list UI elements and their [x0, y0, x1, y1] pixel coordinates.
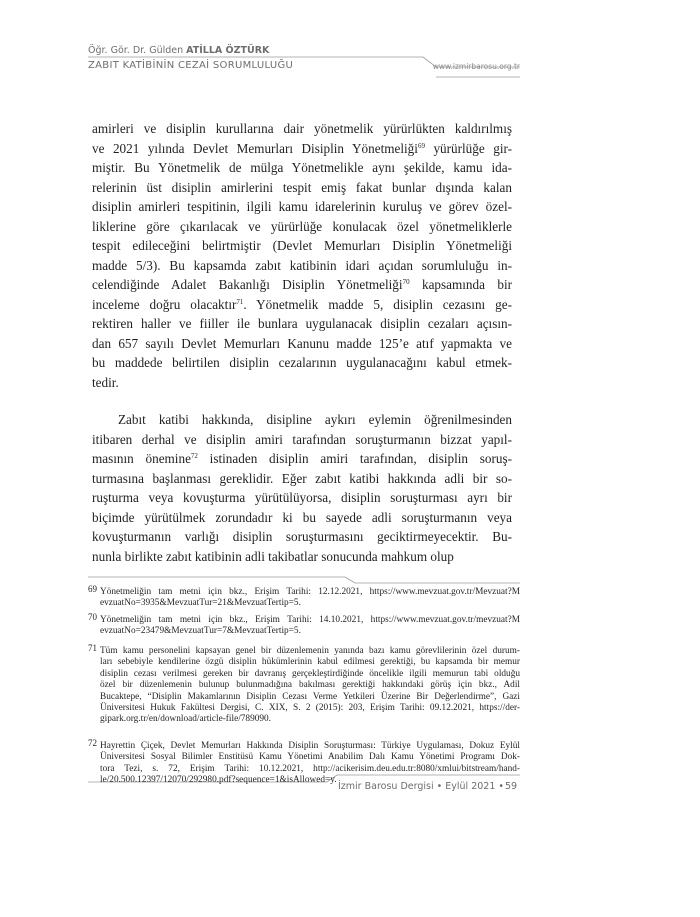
- footnote-number: 72: [88, 738, 97, 748]
- line-text: liklerine göre çıkarılacak ve yürürlüğe konulacak özel yönetmeliklerle: [92, 218, 512, 234]
- website-link[interactable]: www.izmirbarosu.org.tr: [432, 62, 520, 71]
- text-line: [92, 469, 512, 489]
- footnote-line: Yönetmeliğin tam metni için bkz., Erişim Tarihi: 12.12.2021, https://www.mevzuat.gov.tr/Mevzuat?M: [100, 587, 520, 597]
- footnote-number: 70: [88, 612, 97, 622]
- text-line: [92, 197, 512, 217]
- footnote-70: [88, 612, 520, 638]
- line-text: Zabıt katibi hakkında, disipline aykırı eylemin öğrenilmesinden: [118, 412, 512, 427]
- footnote-line: Bucaktepe, “Disiplin Makamlarının Disiplin Cezası Verme Yetkileri Üzerine Bir Değerlendirme”, Gazi: [100, 691, 520, 702]
- text-line: [92, 236, 512, 256]
- text-line: [92, 410, 512, 430]
- author-name: [88, 45, 269, 56]
- line-text: ruşturma veya kovuşturma yürütülüyorsa, disiplin soruşturması ayrı bir: [92, 490, 512, 505]
- line-text: ve 2021 yılında Devlet Memurları Disiplin Yönetmeliği: [92, 140, 418, 156]
- text-line: [92, 353, 512, 373]
- footnote-line: gipark.org.tr/en/download/article-file/789090.: [100, 714, 271, 725]
- footnote-line: Tüm kamu personelini kapsayan genel bir düzenlemenin yanında bazı kamu görevlilerinin özel durum-: [100, 646, 520, 656]
- text-line: [92, 139, 512, 159]
- line-text: turmasına başlanması gereklidir. Eğer zabıt katibi hakkında adli bir so-: [92, 470, 512, 486]
- text-line: [92, 256, 512, 276]
- line-text: dan 657 sayılı Devlet Memurları Kanunu madde 125’e atıf yapmakta ve: [92, 335, 512, 351]
- line-text: kapsamında bir: [409, 277, 512, 292]
- footnote-69: [88, 584, 520, 610]
- line-text: istinaden disiplin amiri tarafından, disiplin soruş-: [197, 451, 512, 466]
- text-line: [92, 295, 512, 315]
- text-line: [92, 508, 512, 528]
- text-line: [92, 178, 512, 198]
- footnote-line: özel bir düzenlemenin bulunup bulunmadığına bakılması gerektiği hakkındaki görüş için bkz., Adil: [100, 680, 520, 691]
- line-text: tedir.: [92, 374, 119, 390]
- author-prefix: Öğr. Gör. Dr. Gülden: [88, 45, 187, 56]
- footnote-71: [88, 643, 520, 726]
- line-text: celendiğinde Adalet Bakanlığı Disiplin Yönetmeliği: [92, 277, 403, 292]
- text-line: [92, 275, 512, 295]
- text-line: [92, 430, 512, 450]
- body-paragraph-1: [92, 119, 512, 392]
- line-text: rektiren haller ve fiiller ile bunlara uygulanacak disiplin cezaları açısın-: [92, 316, 512, 331]
- text-line: [92, 488, 512, 508]
- footnote-line: tora Tezi, s. 72, Erişim Tarihi: 10.12.2021, http://acikerisim.deu.edu.tr:8080/xmlui/bitstream/hand-: [100, 763, 520, 774]
- line-text: itibaren derhal ve disiplin amiri tarafından soruşturmanın bizzat yapıl-: [92, 431, 512, 447]
- text-line: [92, 158, 512, 178]
- line-text: bu maddede belirtilen disiplin cezalarının uygulanacağını kabul etmek-: [92, 355, 512, 370]
- footnote-reference: 69: [417, 141, 425, 150]
- footnote-72: [88, 738, 520, 787]
- page-number: 59: [505, 781, 518, 792]
- line-text: relerinin üst disiplin amirlerini tespit emiş fakat bunlar dışında kalan: [92, 179, 512, 195]
- line-text: kovuşturmanın varlığı disiplin soruşturmasını geciktirmeyecektir. Bu-: [92, 529, 512, 544]
- text-line: [92, 217, 512, 237]
- line-text: . Yönetmelik madde 5, disiplin cezasını ge-: [243, 296, 512, 312]
- line-text: tespit edileceğini belirtmiştir (Devlet Memurları Disiplin Yönetmeliği: [92, 238, 512, 253]
- text-line: [92, 449, 512, 469]
- footnote-line: disiplin cezası verilmesi gereken bir davranış gerçekleştirdiğinde öncelikle ilgili memurun tabi olduğu: [100, 668, 520, 679]
- footnote-separator: [88, 577, 520, 583]
- text-line: [92, 334, 512, 354]
- footnote-reference: 70: [402, 278, 410, 286]
- footnote-line: le/20.500.12397/12070/292980.pdf?sequence=1&isAllowed=y.: [100, 775, 337, 786]
- line-text: yürürlüğe gir-: [424, 140, 513, 156]
- author-surname: ATİLLA ÖZTÜRK: [186, 45, 270, 56]
- footnote-line: Yönetmeliğin tam metni için bkz., Erişim Tarihi: 14.10.2021, https://www.mevzuat.gov.tr/mevzuat?M: [100, 615, 520, 625]
- footnote-line: ları sebebiyle kendilerine özgü disiplin hükümlerinin kabul edilmesi gerektiği, bu kapsamda bir memur: [100, 657, 520, 668]
- footnote-line: Üniversitesi Hukuk Fakültesi Dergisi, C. XIX, S. 2 (2015): 203, Erişim Tarihi: 09.12.2021, https://der-: [100, 702, 520, 713]
- footnote-line: Üniversitesi Sosyal Bilimler Enstitüsü Kamu Yönetimi Anabilim Dalı Kamu Yönetimi Programı Dok-: [100, 752, 520, 763]
- line-text: masının önemine: [92, 451, 191, 466]
- body-paragraph-2: [92, 410, 512, 566]
- line-text: miştir. Bu Yönetmelik de mülga Yönetmelikle aynı şekilde, kamu ida-: [92, 160, 512, 175]
- line-text: nunla birlikte zabıt katibinin adli takibatlar sonucunda mahkum olup: [92, 548, 454, 564]
- footnote-line: evzuatNo=3935&MevzuatTur=21&MevzuatTertip=5.: [100, 598, 301, 609]
- footnote-reference: 72: [190, 452, 198, 460]
- footnote-reference: 71: [236, 297, 244, 306]
- line-text: inceleme doğru olacaktır: [92, 296, 237, 312]
- article-title: ZABIT KATİBİNİN CEZAİ SORUMLULUĞU: [88, 60, 294, 71]
- footnote-number: 69: [88, 584, 97, 594]
- footnote-line: Hayrettin Çiçek, Devlet Memurları Hakkında Disiplin Soruşturması: Türkiye Uygulaması, Dokuz Eylül: [100, 741, 520, 751]
- footnote-line: evzuatNo=23479&MevzuatTur=7&MevzuatTertip=5.: [100, 626, 301, 637]
- text-line: [92, 119, 512, 139]
- journal-footer: İzmir Barosu Dergisi • Eylül 2021 •: [338, 781, 504, 792]
- line-text: madde 5/3). Bu kapsamda zabıt katibinin idari açıdan sorumluluğu in-: [92, 257, 512, 273]
- line-text: amirleri ve disiplin kurullarına dair yönetmelik yürürlükten kaldırılmış: [92, 121, 512, 136]
- text-line: [92, 547, 512, 567]
- line-text: disiplin amirleri tespitinin, ilgili kamu idarelerinin kuruluş ve görev özel-: [92, 199, 512, 214]
- line-text: biçimde yürütülmek zorundadır ki bu sayede adli soruşturmanın veya: [92, 509, 512, 525]
- text-line: [92, 527, 512, 547]
- text-line: [92, 314, 512, 334]
- footnote-number: 71: [88, 643, 97, 653]
- text-line: [92, 373, 512, 393]
